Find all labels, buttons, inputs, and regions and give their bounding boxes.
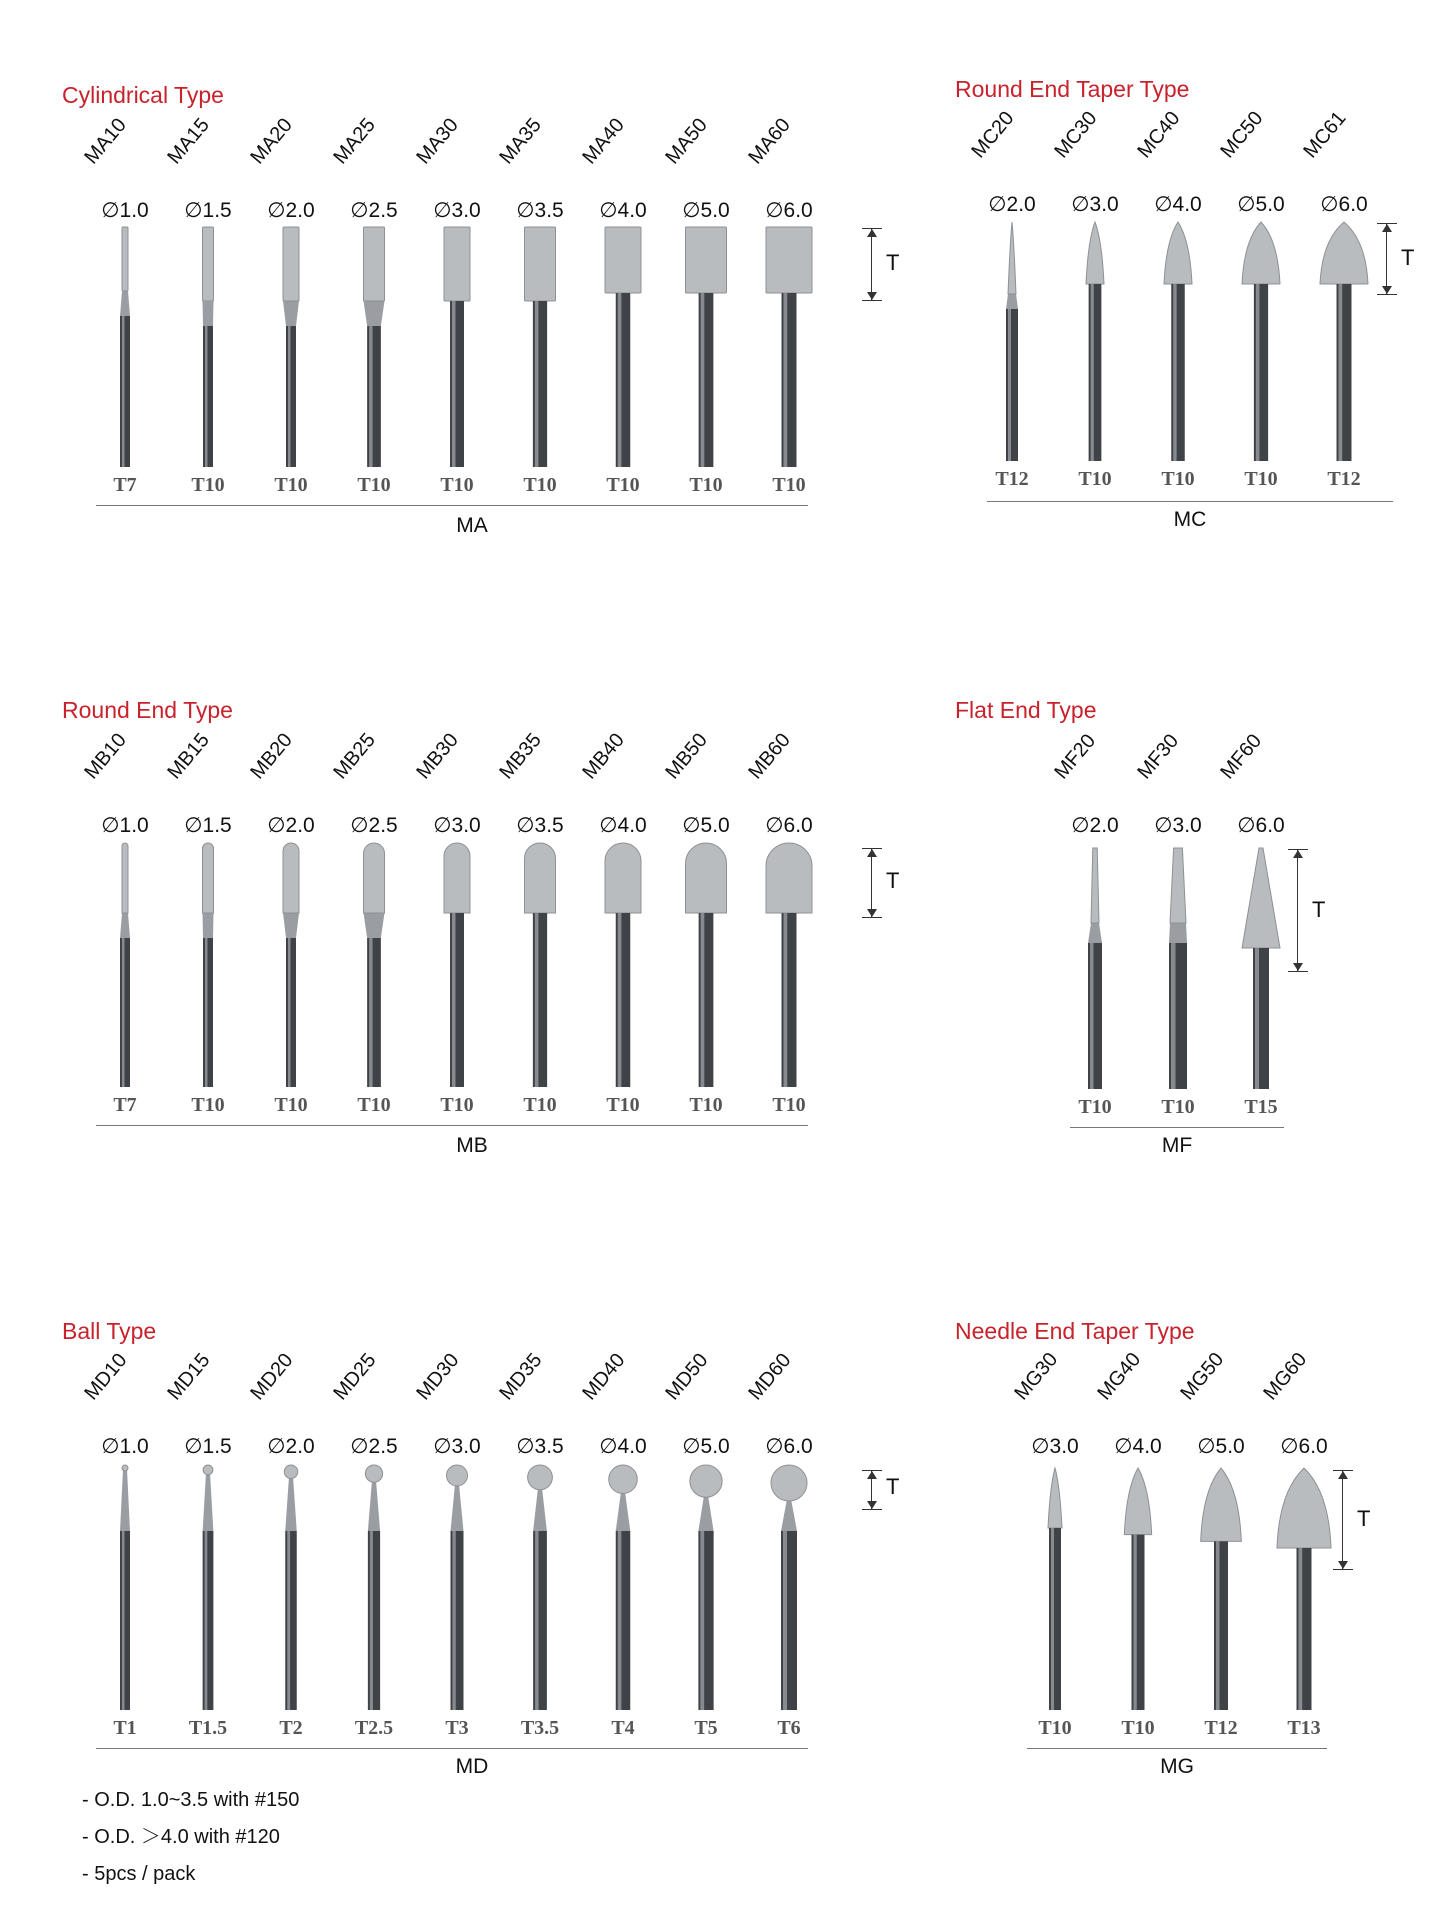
tool-diameter: ∅2.0 <box>267 199 315 222</box>
tool-diameter: ∅3.0 <box>433 199 481 222</box>
tool-diameter: ∅5.0 <box>682 199 730 222</box>
tool-ma25 <box>329 82 409 602</box>
tool-t-label: T10 <box>1078 468 1112 490</box>
tool-code: MG60 <box>1259 1348 1312 1405</box>
tool-diameter: ∅6.0 <box>765 814 813 837</box>
tool-t-label: T10 <box>440 474 474 496</box>
tool-diameter: ∅4.0 <box>1114 1435 1162 1458</box>
baseline <box>1070 1127 1284 1128</box>
tool-diameter: ∅6.0 <box>1280 1435 1328 1458</box>
tool-code: MA30 <box>412 114 463 169</box>
tool-bit-image <box>422 843 492 1092</box>
section-title: Round End Taper Type <box>955 76 1190 102</box>
tool-t-label: T7 <box>113 474 137 496</box>
tool-code: MA40 <box>578 114 629 169</box>
tool-t-label: T10 <box>1161 468 1195 490</box>
tool-code: MB60 <box>744 729 795 784</box>
tool-t-label: T15 <box>1244 1096 1278 1118</box>
tool-ma50 <box>661 82 741 602</box>
tool-mb35 <box>495 697 575 1217</box>
tool-t-label: T10 <box>606 1094 640 1116</box>
tool-code: MD25 <box>329 1349 381 1405</box>
tool-t-label: T10 <box>689 1094 723 1116</box>
tool-code: MD15 <box>163 1349 215 1405</box>
baseline <box>987 501 1393 502</box>
tool-t-label: T10 <box>440 1094 474 1116</box>
tool-code: MD30 <box>412 1349 464 1405</box>
tool-bit-image <box>754 1465 824 1715</box>
section-flat-end-type <box>955 697 1425 1167</box>
tool-mb15 <box>163 697 243 1217</box>
tool-md35 <box>495 1318 575 1838</box>
tool-code: MD10 <box>80 1349 132 1405</box>
tool-diameter: ∅1.5 <box>184 1435 232 1458</box>
tool-md25 <box>329 1318 409 1838</box>
tool-t-label: T10 <box>689 474 723 496</box>
tool-bit-image <box>671 843 741 1092</box>
note-line: - 5pcs / pack <box>82 1863 196 1885</box>
tool-code: MD35 <box>495 1349 547 1405</box>
tool-md10 <box>80 1318 160 1838</box>
tool-ma10 <box>80 82 160 602</box>
tool-diameter: ∅3.0 <box>1154 814 1202 837</box>
tool-diameter: ∅5.0 <box>1197 1435 1245 1458</box>
tool-code: MC50 <box>1216 107 1268 163</box>
tool-bit-image <box>1309 222 1379 466</box>
tool-code: MA15 <box>163 114 214 169</box>
tool-t-label: T13 <box>1287 1717 1321 1739</box>
tool-md40 <box>578 1318 658 1838</box>
tool-t-label: T5 <box>694 1717 718 1739</box>
tool-code: MB25 <box>329 729 380 784</box>
tool-diameter: ∅2.0 <box>1071 814 1119 837</box>
tool-bit-image <box>1269 1468 1339 1715</box>
section-ball-type <box>62 1318 900 1788</box>
tool-t-label: T10 <box>772 474 806 496</box>
dimension-t-marker: T <box>1288 849 1308 972</box>
tool-code: MC20 <box>967 107 1019 163</box>
tool-diameter: ∅1.5 <box>184 199 232 222</box>
tool-code: MB35 <box>495 729 546 784</box>
tool-t-label: T6 <box>777 1717 801 1739</box>
tool-ma60 <box>744 82 824 602</box>
tool-bit-image <box>90 227 160 472</box>
tool-diameter: ∅5.0 <box>682 1435 730 1458</box>
tool-md15 <box>163 1318 243 1838</box>
tool-diameter: ∅2.0 <box>267 1435 315 1458</box>
tool-code: MD40 <box>578 1349 630 1405</box>
tool-diameter: ∅2.5 <box>350 199 398 222</box>
tool-bit-image <box>1103 1468 1173 1715</box>
tool-bit-image <box>505 843 575 1092</box>
tool-diameter: ∅3.5 <box>516 199 564 222</box>
tool-bit-image <box>588 1465 658 1715</box>
tool-bit-image <box>173 227 243 472</box>
tool-diameter: ∅1.5 <box>184 814 232 837</box>
tool-mf60 <box>1216 697 1296 1217</box>
tool-mg30 <box>1010 1318 1090 1838</box>
tool-ma15 <box>163 82 243 602</box>
tool-mb20 <box>246 697 326 1217</box>
tool-t-label: T12 <box>1327 468 1361 490</box>
tool-bit-image <box>505 1465 575 1715</box>
tool-diameter: ∅4.0 <box>599 1435 647 1458</box>
tool-t-label: T10 <box>191 474 225 496</box>
dimension-t-marker: T <box>862 848 882 918</box>
family-label: MA <box>456 514 488 537</box>
dimension-t-marker: T <box>862 228 882 301</box>
tool-bit-image <box>422 227 492 472</box>
tool-t-label: T3.5 <box>520 1717 560 1739</box>
tool-t-label: T12 <box>995 468 1029 490</box>
tool-mf20 <box>1050 697 1130 1217</box>
tool-diameter: ∅5.0 <box>1237 193 1285 216</box>
tool-t-label: T10 <box>1038 1717 1072 1739</box>
tool-diameter: ∅1.0 <box>101 199 149 222</box>
spec-notes <box>82 1782 299 1893</box>
tool-bit-image <box>505 227 575 472</box>
tool-t-label: T2 <box>279 1717 303 1739</box>
tool-t-label: T10 <box>191 1094 225 1116</box>
tool-t-label: T7 <box>113 1094 137 1116</box>
tool-diameter: ∅2.0 <box>988 193 1036 216</box>
tool-code: MD50 <box>661 1349 713 1405</box>
tool-t-label: T4 <box>611 1717 635 1739</box>
tool-code: MB30 <box>412 729 463 784</box>
tool-diameter: ∅6.0 <box>765 199 813 222</box>
tool-mb50 <box>661 697 741 1217</box>
tool-t-label: T10 <box>274 474 308 496</box>
tool-mg60 <box>1259 1318 1339 1838</box>
tool-code: MA60 <box>744 114 795 169</box>
tool-diameter: ∅4.0 <box>599 199 647 222</box>
tool-diameter: ∅3.0 <box>433 1435 481 1458</box>
tool-t-label: T1 <box>113 1717 137 1739</box>
section-cylindrical-type <box>62 82 900 552</box>
section-title: Flat End Type <box>955 697 1097 723</box>
tool-bit-image <box>977 222 1047 466</box>
tool-code: MA50 <box>661 114 712 169</box>
tool-diameter: ∅6.0 <box>1320 193 1368 216</box>
tool-diameter: ∅1.0 <box>101 1435 149 1458</box>
tool-bit-image <box>1186 1468 1256 1715</box>
tool-code: MF60 <box>1216 730 1267 784</box>
tool-code: MC30 <box>1050 107 1102 163</box>
tool-t-label: T10 <box>274 1094 308 1116</box>
baseline <box>96 1748 808 1749</box>
family-label: MC <box>1173 508 1207 531</box>
tool-code: MF20 <box>1050 730 1101 784</box>
tool-diameter: ∅4.0 <box>599 814 647 837</box>
tool-diameter: ∅6.0 <box>765 1435 813 1458</box>
tool-code: MB20 <box>246 729 297 784</box>
tool-bit-image <box>671 227 741 472</box>
tool-code: MF30 <box>1133 730 1184 784</box>
tool-diameter: ∅2.5 <box>350 814 398 837</box>
tool-t-label: T10 <box>523 474 557 496</box>
tool-mb40 <box>578 697 658 1217</box>
tool-diameter: ∅3.0 <box>1031 1435 1079 1458</box>
dimension-t-marker: T <box>1377 223 1397 295</box>
section-title: Cylindrical Type <box>62 82 224 108</box>
tool-bit-image <box>173 843 243 1092</box>
tool-diameter: ∅1.0 <box>101 814 149 837</box>
tool-t-label: T10 <box>772 1094 806 1116</box>
tool-bit-image <box>256 1465 326 1715</box>
tool-mb25 <box>329 697 409 1217</box>
family-label: MB <box>456 1134 488 1157</box>
baseline <box>96 1125 808 1126</box>
note-line: - O.D. 1.0~3.5 with #150 <box>82 1789 300 1811</box>
tool-t-label: T2.5 <box>354 1717 394 1739</box>
tool-code: MC61 <box>1299 107 1351 163</box>
tool-bit-image <box>90 1465 160 1715</box>
section-title: Needle End Taper Type <box>955 1318 1195 1344</box>
tool-bit-image <box>588 843 658 1092</box>
tool-bit-image <box>1143 222 1213 466</box>
tool-diameter: ∅6.0 <box>1237 814 1285 837</box>
family-label: MD <box>455 1755 489 1778</box>
tool-t-label: T3 <box>445 1717 469 1739</box>
tool-bit-image <box>1143 848 1213 1094</box>
tool-t-label: T10 <box>1244 468 1278 490</box>
baseline <box>96 505 808 506</box>
tool-bit-image <box>1020 1468 1090 1715</box>
tool-md50 <box>661 1318 741 1838</box>
tool-code: MG40 <box>1093 1348 1146 1405</box>
tool-t-label: T10 <box>1121 1717 1155 1739</box>
tool-ma20 <box>246 82 326 602</box>
tool-mc61 <box>1299 76 1379 596</box>
tool-code: MA20 <box>246 114 297 169</box>
family-label: MF <box>1161 1134 1193 1157</box>
tool-bit-image <box>1226 222 1296 466</box>
tool-bit-image <box>256 843 326 1092</box>
tool-code: MC40 <box>1133 107 1185 163</box>
tool-bit-image <box>256 227 326 472</box>
tool-code: MA10 <box>80 114 131 169</box>
tool-code: MG50 <box>1176 1348 1229 1405</box>
dimension-t-marker: T <box>862 1470 882 1510</box>
tool-t-label: T10 <box>606 474 640 496</box>
section-title: Ball Type <box>62 1318 157 1344</box>
tool-bit-image <box>1060 848 1130 1094</box>
tool-mb60 <box>744 697 824 1217</box>
tool-md60 <box>744 1318 824 1838</box>
tool-diameter: ∅2.5 <box>350 1435 398 1458</box>
tool-bit-image <box>588 227 658 472</box>
section-round-end-type <box>62 697 900 1167</box>
tool-ma35 <box>495 82 575 602</box>
tool-t-label: T10 <box>523 1094 557 1116</box>
tool-diameter: ∅4.0 <box>1154 193 1202 216</box>
tool-diameter: ∅3.5 <box>516 1435 564 1458</box>
tool-bit-image <box>339 843 409 1092</box>
section-needle-end-taper-type <box>955 1318 1425 1788</box>
tool-bit-image <box>1226 848 1296 1094</box>
tool-ma40 <box>578 82 658 602</box>
tool-code: MA35 <box>495 114 546 169</box>
tool-code: MA25 <box>329 114 380 169</box>
tool-code: MD20 <box>246 1349 298 1405</box>
family-label: MG <box>1160 1755 1194 1778</box>
tool-diameter: ∅2.0 <box>267 814 315 837</box>
tool-bit-image <box>1060 222 1130 466</box>
note-line: - O.D. ＞4.0 with #120 <box>82 1826 280 1848</box>
tool-mc30 <box>1050 76 1130 596</box>
tool-mb10 <box>80 697 160 1217</box>
tool-code: MB15 <box>163 729 214 784</box>
section-round-end-taper-type <box>955 76 1425 546</box>
tool-md20 <box>246 1318 326 1838</box>
tool-diameter: ∅3.0 <box>433 814 481 837</box>
dimension-t-marker: T <box>1333 1470 1353 1570</box>
tool-t-label: T10 <box>357 474 391 496</box>
tool-mc20 <box>967 76 1047 596</box>
tool-code: MD60 <box>744 1349 796 1405</box>
tool-bit-image <box>754 843 824 1092</box>
tool-code: MB50 <box>661 729 712 784</box>
tool-bit-image <box>754 227 824 472</box>
tool-code: MB10 <box>80 729 131 784</box>
tool-diameter: ∅3.0 <box>1071 193 1119 216</box>
tool-t-label: T10 <box>1078 1096 1112 1118</box>
tool-bit-image <box>173 1465 243 1715</box>
tool-bit-image <box>339 227 409 472</box>
tool-bit-image <box>339 1465 409 1715</box>
tool-diameter: ∅3.5 <box>516 814 564 837</box>
tool-diameter: ∅5.0 <box>682 814 730 837</box>
section-title: Round End Type <box>62 697 233 723</box>
baseline <box>1027 1748 1327 1749</box>
tool-t-label: T12 <box>1204 1717 1238 1739</box>
tool-t-label: T10 <box>357 1094 391 1116</box>
tool-bit-image <box>422 1465 492 1715</box>
tool-code: MG30 <box>1010 1348 1063 1405</box>
tool-code: MB40 <box>578 729 629 784</box>
tool-mc50 <box>1216 76 1296 596</box>
tool-bit-image <box>90 843 160 1092</box>
tool-t-label: T10 <box>1161 1096 1195 1118</box>
tool-bit-image <box>671 1465 741 1715</box>
tool-t-label: T1.5 <box>188 1717 228 1739</box>
